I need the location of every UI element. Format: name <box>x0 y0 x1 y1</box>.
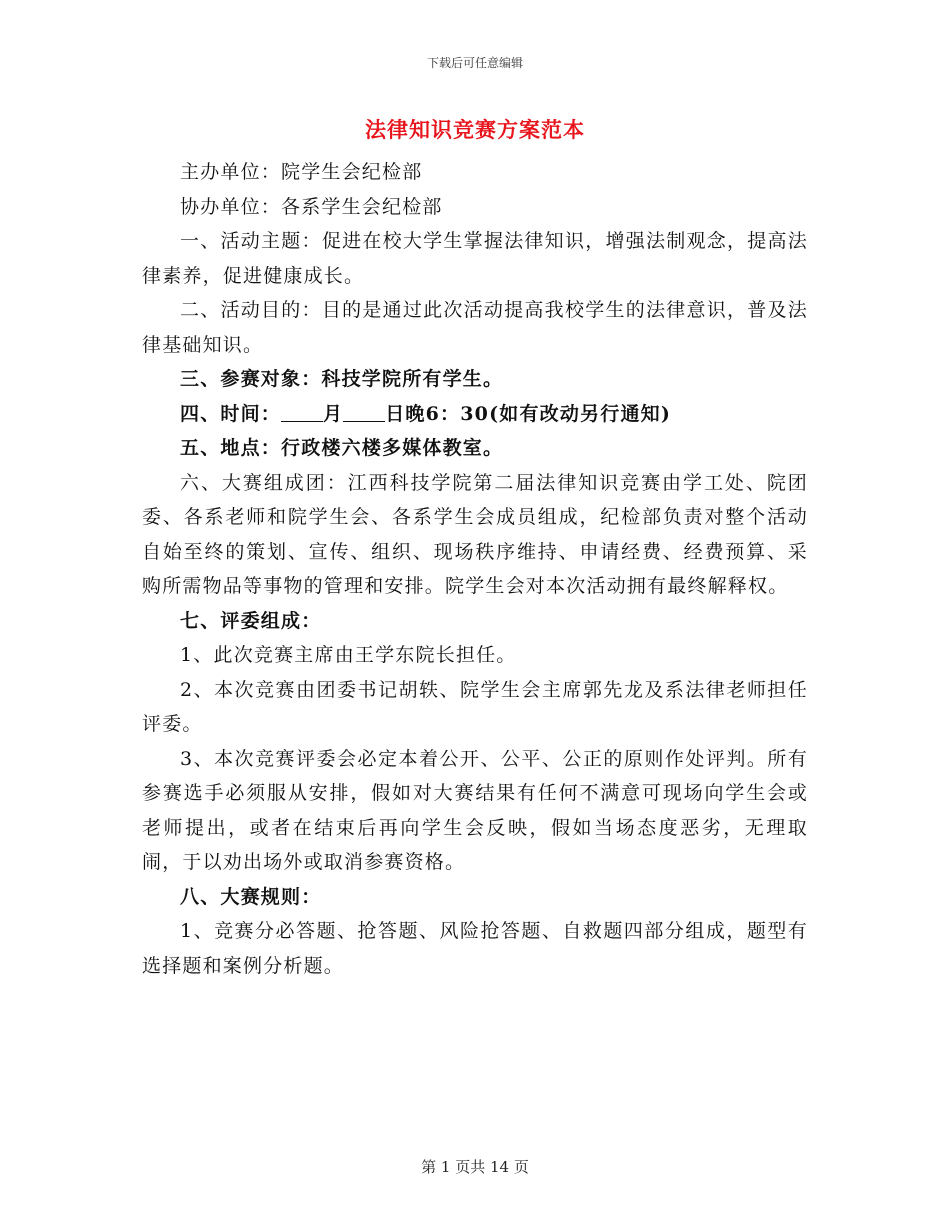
paragraph-organizer: 主办单位：院学生会纪检部 <box>180 161 423 183</box>
paragraph-theme: 一、活动主题：促进在校大学生掌握法律知识，增强法制观念，提高法律素养，促进健康成长。 <box>142 230 808 287</box>
paragraph-time <box>142 397 808 432</box>
document-title: 法律知识竞赛方案范本 <box>365 117 585 142</box>
paragraph-judges-3: 3、本次竞赛评委会必定本着公开、公平、公正的原则作处评判。所有参赛选手必须服从安排，假如对大赛结果有任何不满意可现场向学生会或老师提出，或者在结束后再向学生会反映，假如当场态度恶劣，无理取闹，于以劝出场外或取消参赛资格。 <box>142 747 808 873</box>
month-label: 月 <box>323 402 344 425</box>
paragraph-location: 五、地点：行政楼六楼多媒体教室。 <box>180 437 504 459</box>
day-blank <box>343 401 385 422</box>
paragraph-committee: 六、大赛组成团：江西科技学院第二届法律知识竞赛由学工处、院团委、各系老师和院学生会、各系学生会成员组成，纪检部负责对整个活动自始至终的策划、宣传、组织、现场秩序维持、申请经费、经费预算、采购所需物品等事物的管理和安排。院学生会对本次活动拥有最终解释权。 <box>142 471 808 597</box>
page-footer: 第 1 页共 14 页 <box>421 1158 529 1176</box>
paragraph-judges-1: 1、此次竞赛主席由王学东院长担任。 <box>180 644 517 666</box>
paragraph-rules-heading: 八、大赛规则： <box>180 885 322 908</box>
paragraph-participants: 三、参赛对象：科技学院所有学生。 <box>180 368 504 390</box>
paragraph-judges-heading: 七、评委组成： <box>180 609 322 632</box>
paragraph-judges-2: 2、本次竞赛由团委书记胡轶、院学生会主席郭先龙及系法律老师担任评委。 <box>142 678 808 735</box>
time-detail: 日晚6：30(如有改动另行通知) <box>385 402 672 425</box>
month-blank <box>281 401 323 422</box>
paragraph-rules-1: 1、竞赛分必答题、抢答题、风险抢答题、自救题四部分组成，题型有选择题和案例分析题。 <box>142 920 808 977</box>
paragraph-purpose: 二、活动目的：目的是通过此次活动提高我校学生的法律意识，普及法律基础知识。 <box>142 299 808 356</box>
page-header: 下载后可任意编辑 <box>426 56 523 70</box>
paragraph-co-organizer: 协办单位：各系学生会纪检部 <box>180 195 443 218</box>
document-body <box>142 155 808 983</box>
time-label: 四、时间： <box>180 402 282 425</box>
